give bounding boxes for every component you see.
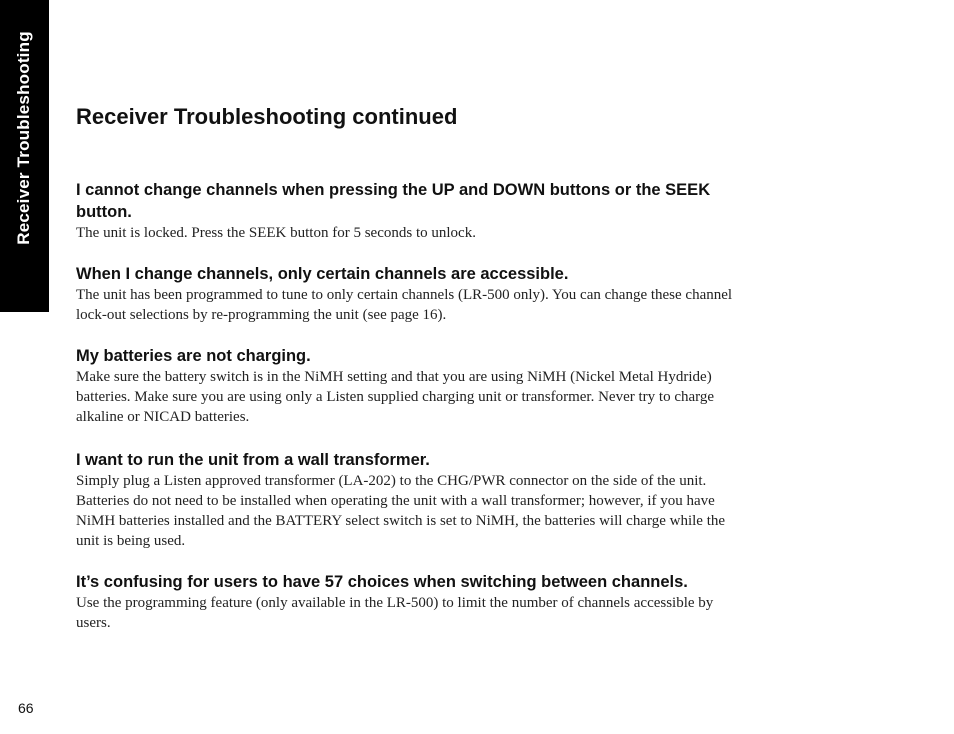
faq-question: When I change channels, only certain channels are accessible. <box>76 265 569 283</box>
faq-answer: The unit is locked. Press the SEEK button for 5 seconds to unlock. <box>76 225 476 241</box>
faq-item <box>76 571 744 633</box>
page-title: Receiver Troubleshooting continued <box>76 104 458 129</box>
faq-item <box>76 179 744 243</box>
faq-answer: The unit has been programmed to tune to only certain channels (LR-500 only). You can change these channel lock-out selections by re-programming the unit (see page 16). <box>76 287 733 323</box>
faq-item <box>76 345 744 427</box>
faq-item <box>76 263 744 325</box>
section-tab-label: Receiver Troubleshooting <box>14 31 33 245</box>
page-number: 66 <box>18 700 34 716</box>
faq-answer: Use the programming feature (only available in the LR-500) to limit the number of channels accessible by users. <box>76 595 714 631</box>
troubleshooting-list <box>76 179 744 633</box>
faq-answer: Make sure the battery switch is in the NiMH setting and that you are using NiMH (Nickel Metal Hydride) batteries. Make sure you are using only a Listen supplied charging unit or transformer. Never try to charge alkaline or NICAD batteries. <box>76 369 715 425</box>
faq-item <box>76 449 744 551</box>
faq-question: My batteries are not charging. <box>76 347 311 365</box>
faq-question: I want to run the unit from a wall transformer. <box>76 451 430 469</box>
section-side-tab <box>0 0 49 312</box>
faq-answer: Simply plug a Listen approved transformer (LA-202) to the CHG/PWR connector on the side of the unit. Batteries do not need to be installed when operating the unit with a wall transformer; however, if you have NiMH batteries installed and the BATTERY select switch is set to NiMH, the batteries will charge while the unit is being used. <box>76 473 726 549</box>
faq-question: I cannot change channels when pressing the UP and DOWN buttons or the SEEK button. <box>76 181 711 221</box>
faq-question: It’s confusing for users to have 57 choices when switching between channels. <box>76 573 688 591</box>
